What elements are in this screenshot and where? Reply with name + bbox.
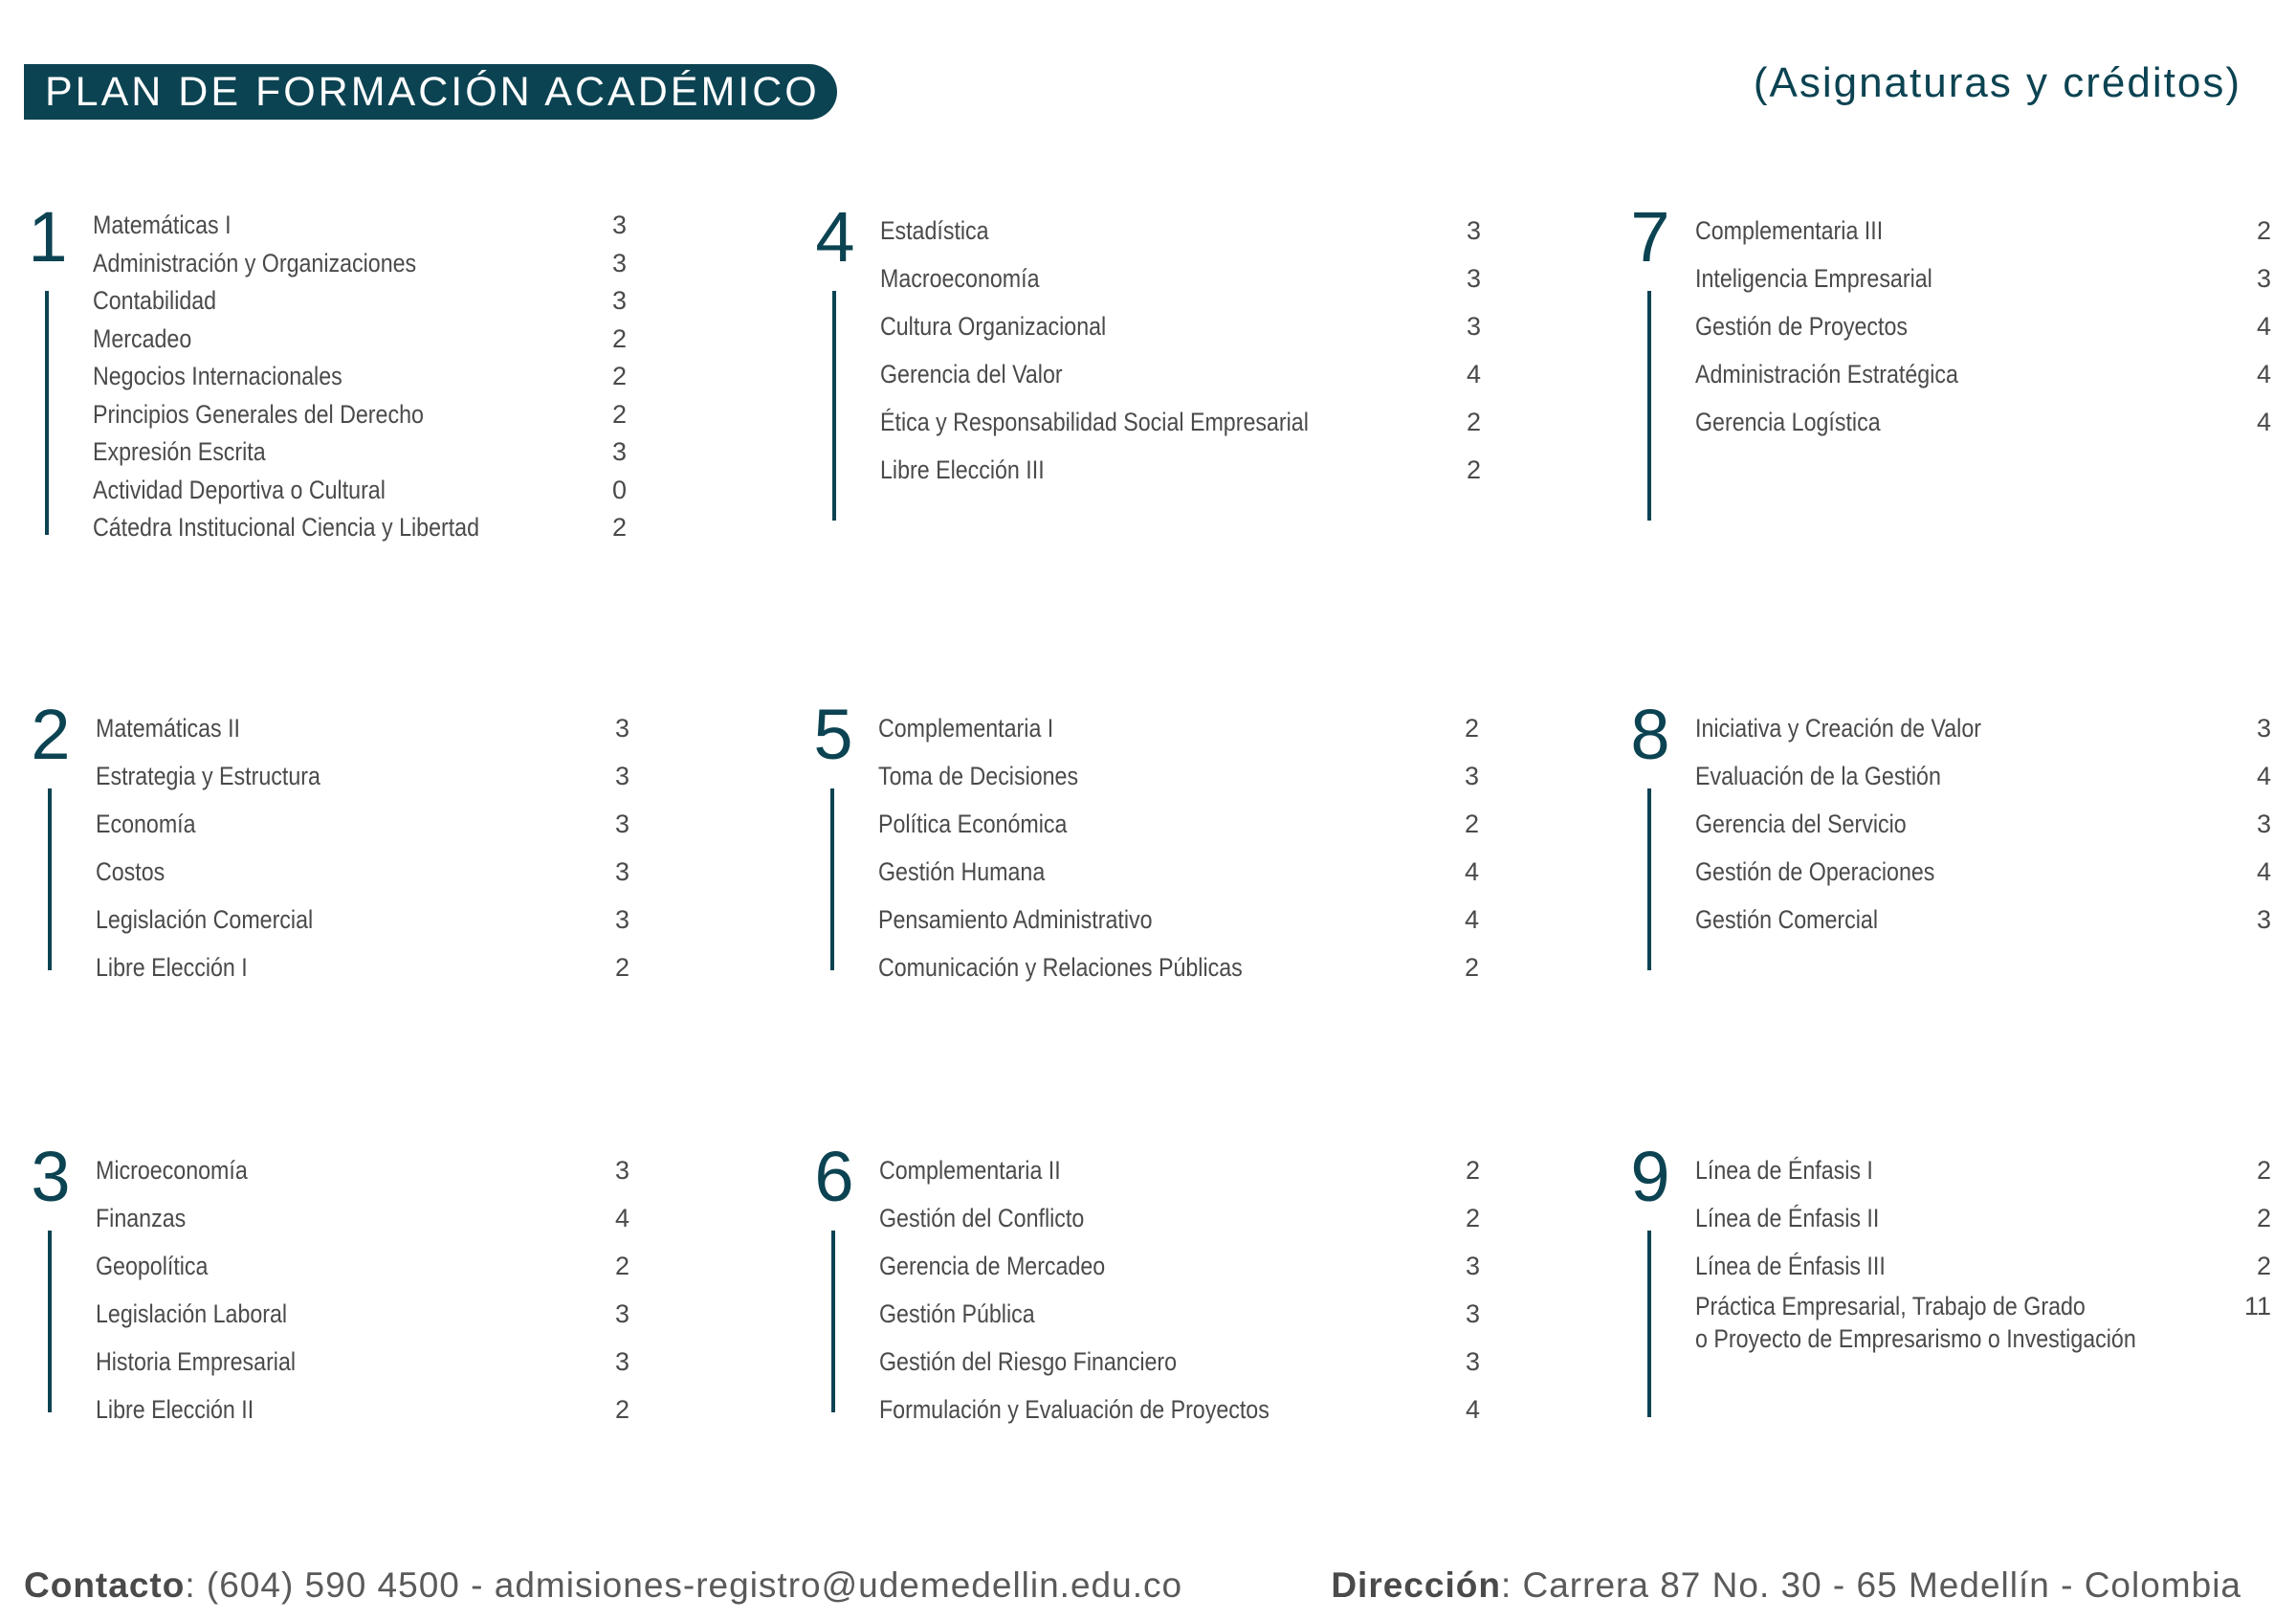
course-name: Evaluación de la Gestión	[1695, 762, 1941, 790]
course-credits: 2	[1466, 408, 1481, 436]
course-row	[96, 943, 670, 991]
course-row	[1695, 302, 2269, 350]
course-name: Gerencia de Mercadeo	[879, 1252, 1106, 1280]
course-name: Gerencia Logística	[1695, 408, 1881, 436]
course-credits: 2	[1464, 714, 1479, 743]
course-row	[878, 800, 1479, 848]
semester-number: 1	[28, 197, 68, 277]
contact-value: : (604) 590 4500 - admisiones-registro@udemedellin.edu.co	[185, 1565, 1183, 1605]
semester-divider-line	[48, 1231, 52, 1412]
course-row	[880, 255, 1481, 302]
course-name: Toma de Decisiones	[878, 762, 1079, 790]
course-name: Gestión Humana	[878, 857, 1046, 886]
course-credits: 4	[1466, 360, 1481, 388]
course-name: Gestión Pública	[879, 1299, 1035, 1328]
course-credits: 3	[614, 905, 629, 934]
course-name: Gestión Comercial	[1695, 905, 1878, 934]
course-name: Costos	[96, 857, 166, 886]
course-name: Comunicación y Relaciones Públicas	[878, 953, 1243, 982]
course-name: Línea de Énfasis I	[1695, 1156, 1873, 1185]
semester-divider-line	[1647, 788, 1651, 970]
course-credits: 2	[614, 1252, 629, 1280]
course-list	[1695, 1146, 2271, 1353]
address-value: : Carrera 87 No. 30 - 65 Medellín - Colombia	[1500, 1565, 2241, 1605]
course-row	[878, 704, 1479, 752]
course-row	[878, 943, 1479, 991]
course-name: Geopolítica	[96, 1252, 209, 1280]
semester-number: 7	[1630, 197, 1670, 277]
course-credits: 2	[2256, 1252, 2271, 1280]
course-credits: 3	[614, 1299, 629, 1328]
course-name: Estrategia y Estructura	[96, 762, 320, 790]
course-row	[93, 358, 667, 396]
course-credits: 4	[2256, 857, 2271, 886]
course-credits: 2	[1466, 455, 1481, 484]
course-row	[1695, 896, 2269, 943]
course-row	[93, 321, 667, 359]
course-row	[96, 1290, 670, 1338]
course-credits: 3	[614, 810, 629, 838]
course-row	[96, 1146, 670, 1194]
course-row	[880, 302, 1481, 350]
course-name: Gerencia del Servicio	[1695, 810, 1907, 838]
course-credits: 3	[611, 248, 627, 277]
course-row	[879, 1386, 1480, 1433]
course-name: Complementaria III	[1695, 216, 1884, 245]
course-name: Cultura Organizacional	[880, 312, 1107, 341]
course-name: Línea de Énfasis III	[1695, 1252, 1886, 1280]
semester-divider-line	[830, 788, 834, 970]
course-row	[1695, 1194, 2269, 1242]
course-credits: 3	[1464, 762, 1479, 790]
course-list	[96, 1146, 670, 1433]
course-credits: 2	[611, 399, 627, 429]
course-credits: 4	[1464, 857, 1479, 886]
course-row	[878, 896, 1479, 943]
course-credits: 3	[1466, 216, 1481, 245]
course-row	[879, 1338, 1480, 1386]
course-credits: 3	[1466, 312, 1481, 341]
course-credits: 3	[614, 857, 629, 886]
course-credits: 4	[2256, 312, 2271, 341]
contact-info	[24, 1565, 1182, 1606]
course-credits: 3	[614, 1347, 629, 1376]
address-info	[1331, 1565, 2241, 1606]
semester-number: 9	[1630, 1137, 1670, 1216]
semester-divider-line	[831, 1231, 835, 1412]
course-credits: 3	[614, 1156, 629, 1185]
contact-label: Contacto	[24, 1565, 186, 1605]
course-name: Principios Generales del Derecho	[93, 399, 424, 429]
course-credits: 11	[2243, 1292, 2271, 1320]
course-name-line2: o Proyecto de Empresarismo o Investigación	[1695, 1324, 2136, 1353]
course-row	[880, 398, 1481, 446]
course-row	[1695, 255, 2269, 302]
course-row	[93, 396, 667, 434]
course-name: Legislación Comercial	[96, 905, 314, 934]
course-row	[1695, 350, 2269, 398]
course-row	[96, 1386, 670, 1433]
course-list	[93, 207, 667, 547]
course-credits: 2	[611, 513, 627, 542]
course-row	[879, 1194, 1480, 1242]
course-row	[96, 1194, 670, 1242]
course-credits: 2	[611, 362, 627, 390]
course-credits: 2	[1465, 1204, 1480, 1232]
course-row	[96, 704, 670, 752]
course-name: Matemáticas I	[93, 211, 232, 239]
course-credits: 0	[611, 475, 627, 504]
course-list	[96, 704, 670, 991]
semester-divider-line	[45, 291, 49, 535]
course-row	[93, 245, 667, 283]
course-row	[96, 752, 670, 800]
footer	[24, 1565, 2241, 1606]
course-row	[93, 282, 667, 321]
course-credits: 3	[611, 211, 627, 239]
course-credits: 3	[1465, 1252, 1480, 1280]
course-row	[880, 446, 1481, 494]
course-name: Expresión Escrita	[93, 437, 266, 466]
course-credits: 3	[1465, 1347, 1480, 1376]
course-row	[879, 1146, 1480, 1194]
course-name: Formulación y Evaluación de Proyectos	[879, 1395, 1269, 1424]
course-name: Libre Elección II	[96, 1395, 254, 1424]
course-credits: 3	[611, 437, 627, 466]
semester-divider-line	[48, 788, 52, 970]
course-credits: 4	[1465, 1395, 1480, 1424]
course-list	[1695, 704, 2269, 943]
course-row	[879, 1242, 1480, 1290]
course-name: Contabilidad	[93, 286, 217, 315]
course-row	[1695, 752, 2269, 800]
course-row	[93, 207, 667, 245]
course-row	[878, 848, 1479, 896]
course-credits: 2	[2256, 1156, 2271, 1185]
course-name: Estadística	[880, 216, 989, 245]
course-credits: 4	[614, 1204, 629, 1232]
course-credits: 2	[2256, 1204, 2271, 1232]
course-row	[1695, 1290, 2271, 1353]
semester-divider-line	[1647, 1231, 1651, 1417]
course-name: Actividad Deportiva o Cultural	[93, 475, 386, 504]
course-name: Macroeconomía	[880, 264, 1040, 293]
course-name: Gestión de Operaciones	[1695, 857, 1935, 886]
course-credits: 3	[1465, 1299, 1480, 1328]
course-credits: 3	[614, 714, 629, 743]
course-name: Matemáticas II	[96, 714, 240, 743]
course-row	[878, 752, 1479, 800]
course-name: Negocios Internacionales	[93, 362, 342, 390]
course-credits: 2	[611, 323, 627, 353]
course-row	[880, 207, 1481, 255]
course-name: Legislación Laboral	[96, 1299, 288, 1328]
course-name: Cátedra Institucional Ciencia y Libertad	[93, 513, 479, 542]
course-name: Historia Empresarial	[96, 1347, 297, 1376]
course-name: Gerencia del Valor	[880, 360, 1063, 388]
course-credits: 2	[1464, 953, 1479, 982]
course-row	[1695, 398, 2269, 446]
course-credits: 4	[2256, 762, 2271, 790]
course-name: Gestión del Conflicto	[879, 1204, 1085, 1232]
course-credits: 2	[614, 953, 629, 982]
course-name: Libre Elección I	[96, 953, 248, 982]
course-credits: 3	[2256, 810, 2271, 838]
course-name: Línea de Énfasis II	[1695, 1204, 1880, 1232]
course-row	[879, 1290, 1480, 1338]
course-name: Administración Estratégica	[1695, 360, 1958, 388]
course-row	[1695, 848, 2269, 896]
course-row	[93, 509, 667, 547]
course-row	[96, 800, 670, 848]
course-name: Microeconomía	[96, 1156, 248, 1185]
course-credits: 2	[614, 1395, 629, 1424]
course-name: Gestión de Proyectos	[1695, 312, 1909, 341]
course-name: Finanzas	[96, 1204, 187, 1232]
course-row	[96, 848, 670, 896]
course-list	[879, 1146, 1480, 1433]
semester-divider-line	[1647, 291, 1651, 521]
course-name: Libre Elección III	[880, 455, 1045, 484]
course-row	[1695, 704, 2269, 752]
course-name: Economía	[96, 810, 196, 838]
course-list	[880, 207, 1481, 494]
course-row	[1695, 1146, 2269, 1194]
semester-number: 5	[813, 695, 853, 774]
course-credits: 3	[614, 762, 629, 790]
course-row	[880, 350, 1481, 398]
course-name: Mercadeo	[93, 323, 192, 353]
course-row	[96, 896, 670, 943]
semester-number: 3	[31, 1137, 71, 1216]
course-row	[93, 433, 667, 472]
course-credits: 3	[611, 286, 627, 315]
course-name: Política Económica	[878, 810, 1068, 838]
course-name: Pensamiento Administrativo	[878, 905, 1153, 934]
course-credits: 3	[1466, 264, 1481, 293]
course-credits: 2	[1465, 1156, 1480, 1185]
course-row	[1695, 800, 2269, 848]
course-credits: 2	[2256, 216, 2271, 245]
course-credits: 4	[2256, 360, 2271, 388]
course-list	[878, 704, 1479, 991]
course-list	[1695, 207, 2269, 446]
course-credits: 4	[2256, 408, 2271, 436]
course-credits: 3	[2256, 264, 2271, 293]
course-name: Gestión del Riesgo Financiero	[879, 1347, 1178, 1376]
course-name: Inteligencia Empresarial	[1695, 264, 1932, 293]
course-name: Iniciativa y Creación de Valor	[1695, 714, 1981, 743]
course-credits: 3	[2256, 905, 2271, 934]
page-title: PLAN DE FORMACIÓN ACADÉMICO	[24, 64, 837, 120]
course-row	[1695, 207, 2269, 255]
address-label: Dirección	[1331, 1565, 1501, 1605]
course-row	[1695, 1242, 2269, 1290]
course-credits: 4	[1464, 905, 1479, 934]
semester-number: 8	[1630, 695, 1670, 774]
course-name: Ética y Responsabilidad Social Empresarial	[880, 408, 1309, 436]
course-credits: 2	[1464, 810, 1479, 838]
course-credits: 3	[2256, 714, 2271, 743]
semester-number: 2	[31, 695, 71, 774]
semester-divider-line	[832, 291, 836, 521]
course-name: Práctica Empresarial, Trabajo de Grado	[1695, 1292, 2086, 1320]
course-row	[93, 472, 667, 510]
course-row	[96, 1242, 670, 1290]
course-name: Complementaria II	[879, 1156, 1061, 1185]
course-name: Complementaria I	[878, 714, 1054, 743]
semester-number: 6	[814, 1137, 854, 1216]
page-subtitle: (Asignaturas y créditos)	[1753, 59, 2241, 106]
course-name: Administración y Organizaciones	[93, 248, 417, 277]
semester-number: 4	[815, 197, 855, 277]
course-row	[96, 1338, 670, 1386]
